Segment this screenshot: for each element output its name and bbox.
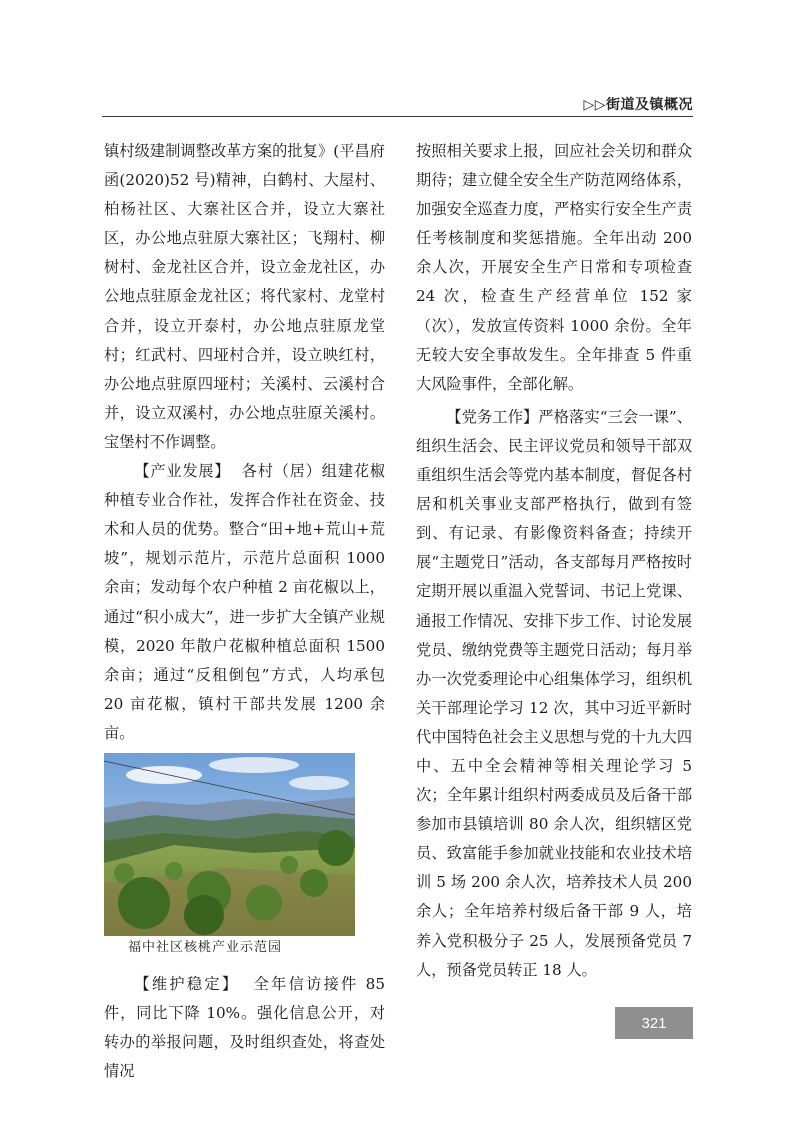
left-column [104,137,385,1086]
paragraph-continuation: 镇村级建制调整改革方案的批复》(平昌府函(2020)52 号)精神，白鹤村、大屋村、柏杨社区、大寨社区合并，设立大寨社区，办公地点驻原大寨社区；飞翔村、柳树村、金龙社区合并，设立金龙社区，办公地点驻原金龙社区；将代家村、龙堂村合并，设立开泰村，办公地点驻原龙堂村；红武村、四垭村合并，设立映红村，办公地点驻原四垭村；关溪村、云溪村合并，设立双溪村，办公地点驻原关溪村。宝堡村不作调整。 [104,142,385,451]
stability-heading: 【维护稳定】 [134,974,240,993]
party-body: 严格落实“三会一课”、组织生活会、民主评议党员和领导干部双重组织生活会等党内基本制度，督促各村居和机关事业支部严格执行，做到有签到、有记录、有影像资料备查；持续开展“主题党日”活动，各支部每月严格按时定期开展以重温入党誓词、书记上党课、通报工作情况、安排下步工作、讨论发展党员、缴纳党费等主题党日活动；每月举办一次党委理论中心组集体学习，组织机关干部理论学习 12 次，其中习近平新时代中国特色社会主义思想与党的十九大四中、五中全会精神等相关理论学习 5 次；全年累计组织村两委成员及后备干部参加市县镇培训 80 余人次，组织辖区党员、致富能手参加就业技能和农业技术培训 5 场 200 余人次，培养技术人员 200 余人；全年培养村级后备干部 9 人，培养入党积极分子 25 人，发展预备党员 7 人，预备党员转正 18 人。 [416,407,693,979]
industry-body: 各村（居）组建花椒种植专业合作社，发挥合作社在资金、技术和人员的优势。整合“田+地+荒山+荒坡”，规划示范片，示范片总面积 1000 余亩；发动每个农户种植 2 亩花椒以上，通过“积小成大”，进一步扩大全镇产业规模，2020 年散户花椒种植总面积 1500 余亩；通过“反租倒包”方式，人均承包 20 亩花椒，镇村干部共发展 1200 余亩。 [104,462,386,742]
walnut-orchard-photo [104,753,355,936]
paragraph-party [416,403,692,985]
running-header [0,92,793,120]
party-heading: 【党务工作】 [446,407,539,426]
paragraph-stability [104,970,385,1086]
stability-body: 全年信访接件 85 件，同比下降 10%。强化信息公开，对转办的举报问题，及时组织查处，将查处情况 [104,974,386,1081]
page-number: 321 [641,1014,667,1032]
paragraph-industry [104,457,385,748]
paragraph-stability-continuation: 按照相关要求上报，回应社会关切和群众期待；建立健全安全生产防范网络体系，加强安全巡查力度，严格实行安全生产责任考核制度和奖惩措施。全年出动 200 余人次，开展安全生产日常和专项检查 24 次，检查生产经营单位 152 家（次），发放宣传资料 1000 余份。全年无较大安全事故发生。全年排查 5 件重大风险事件，全部化解。 [416,142,692,393]
photo-caption: 福中社区核桃产业示范园 [128,939,283,955]
industry-heading: 【产业发展】 [134,462,231,481]
header-rule [102,116,693,117]
right-column [416,137,692,985]
section-title: ▷▷街道及镇概况 [583,97,693,113]
page-number-box [615,1007,693,1039]
